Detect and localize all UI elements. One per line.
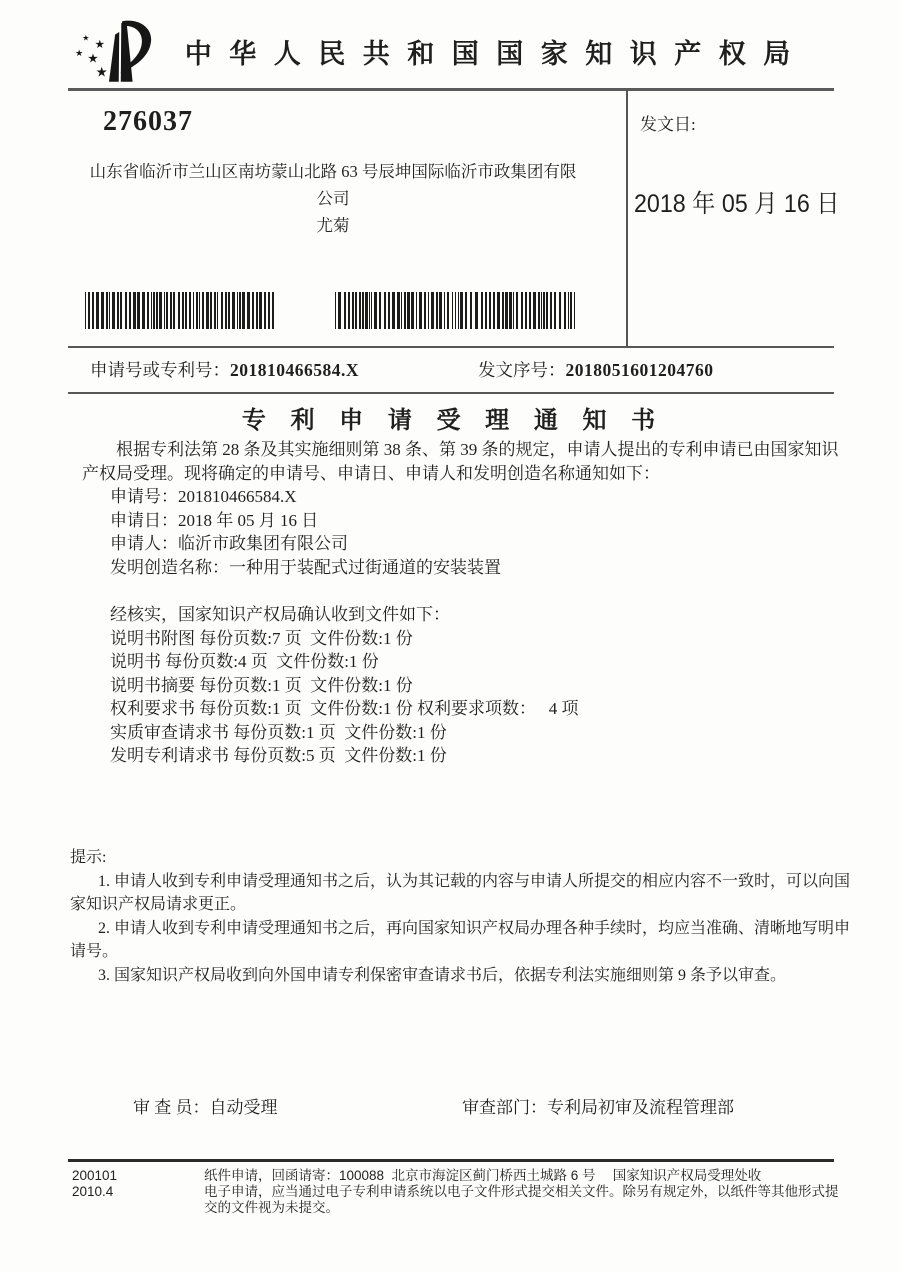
field-value: 201810466584.X xyxy=(178,487,297,506)
application-number-label: 申请号或专利号： xyxy=(90,360,230,380)
received-documents-intro: 经核实，国家知识产权局确认收到文件如下： xyxy=(110,605,450,624)
cnipa-logo-icon xyxy=(62,14,158,90)
agency-title: 中 华 人 民 共 和 国 国 家 知 识 产 权 局 xyxy=(184,39,796,69)
tips-section xyxy=(70,846,864,987)
field-label: 申请人： xyxy=(110,534,178,553)
footer-rule xyxy=(68,1159,834,1162)
logo-star-icon: ★ xyxy=(87,51,99,66)
header-rule xyxy=(68,88,834,91)
tip-item: 2. 申请人收到专利申请受理通知书之后，再向国家知识产权局办理各种手续时，均应当准确、清晰地写明申请号。 xyxy=(70,919,851,960)
footer-note-paper: 纸件申请，回函请寄：100088 北京市海淀区蓟门桥西土城路 6 号 国家知识产权局受理处收 xyxy=(204,1168,762,1183)
application-number xyxy=(90,357,359,382)
received-doc-line: 说明书摘要 每份页数:1 页 文件份数:1 份 xyxy=(110,675,413,695)
received-doc-line: 权利要求书 每份页数:1 页 文件份数:1 份 权利要求项数： 4 项 xyxy=(110,699,579,718)
notice-title: 专 利 申 请 受 理 通 知 书 xyxy=(241,407,665,434)
received-doc-line: 实质审查请求书 每份页数:1 页 文件份数:1 份 xyxy=(110,722,447,742)
dispatch-date-label: 发文日: xyxy=(640,115,696,134)
field-value: 临沂市政集团有限公司 xyxy=(178,534,348,553)
address-line-2: 公司 xyxy=(316,189,350,208)
dispatch-serial-value: 2018051601204760 xyxy=(565,360,714,380)
logo-star-icon: ★ xyxy=(95,64,108,80)
dispatch-serial xyxy=(478,357,714,382)
barcode-left xyxy=(85,292,278,329)
field-applicant xyxy=(82,532,840,556)
footer-code-1: 200101 xyxy=(72,1168,118,1183)
examiner-label: 审 查 员： xyxy=(133,1098,210,1117)
dispatch-date-value: 2018 年 05 月 16 日 xyxy=(634,190,840,218)
barcode-bottom-rule xyxy=(68,346,834,348)
tips-heading: 提示: xyxy=(70,849,107,866)
examining-department xyxy=(462,1093,734,1118)
field-label: 申请号： xyxy=(110,487,178,506)
logo-star-icon: ★ xyxy=(75,48,84,59)
application-number-value: 201810466584.X xyxy=(230,360,360,380)
field-value: 2018 年 05 月 16 日 xyxy=(178,510,319,530)
footer-notes xyxy=(204,1168,842,1216)
recipient-address xyxy=(88,158,578,239)
dispatch-serial-label: 发文序号： xyxy=(478,360,566,380)
footer-note-electronic: 电子申请，应当通过电子专利申请系统以电子文件形式提交相关文件。除另有规定外，以纸件等其他形式提交的文件视为未提交。 xyxy=(204,1184,839,1215)
logo-star-icon: ★ xyxy=(94,38,105,51)
mail-number: 276037 xyxy=(103,106,193,137)
department-label: 审查部门： xyxy=(462,1098,547,1117)
address-date-divider xyxy=(626,90,628,346)
department-value: 专利局初审及流程管理部 xyxy=(547,1098,734,1117)
field-invention-title xyxy=(82,556,840,580)
address-line-1: 山东省临沂市兰山区南坊蒙山北路 63 号辰坤国际临沂市政集团有限 xyxy=(89,162,577,181)
notice-body xyxy=(82,438,840,768)
tip-item: 1. 申请人收到专利申请受理通知书之后，认为其记载的内容与申请人所提交的相应内容不一致时，可以向国家知识产权局请求更正。 xyxy=(70,872,851,913)
footer-codes xyxy=(72,1168,204,1216)
field-application-date xyxy=(82,509,840,533)
logo-star-icon: ★ xyxy=(82,33,90,43)
tip-item: 3. 国家知识产权局收到向外国申请专利保密审查请求书后，依据专利法实施细则第 9 条予以审查。 xyxy=(98,966,787,984)
notice-intro: 根据专利法第 28 条及其实施细则第 38 条、第 39 条的规定，申请人提出的专利申请已由国家知识产权局受理。现将确定的申请号、申请日、申请人和发明创造名称通知如下： xyxy=(82,440,839,483)
received-doc-line: 发明专利请求书 每份页数:5 页 文件份数:1 份 xyxy=(110,746,447,765)
field-application-number xyxy=(82,485,840,509)
barcode-right xyxy=(335,292,579,329)
field-label: 申请日： xyxy=(110,510,178,530)
field-label: 发明创造名称： xyxy=(110,557,229,577)
received-doc-line: 说明书附图 每份页数:7 页 文件份数:1 份 xyxy=(110,628,413,648)
field-value: 一种用于装配式过街通道的安装装置 xyxy=(229,557,501,577)
reference-bottom-rule xyxy=(68,392,834,394)
examiner xyxy=(133,1093,278,1118)
received-doc-line: 说明书 每份页数:4 页 文件份数:1 份 xyxy=(110,652,379,671)
footer xyxy=(72,1168,842,1216)
examiner-value: 自动受理 xyxy=(209,1098,278,1117)
footer-code-2: 2010.4 xyxy=(72,1184,114,1199)
recipient-name: 尤菊 xyxy=(316,216,350,235)
